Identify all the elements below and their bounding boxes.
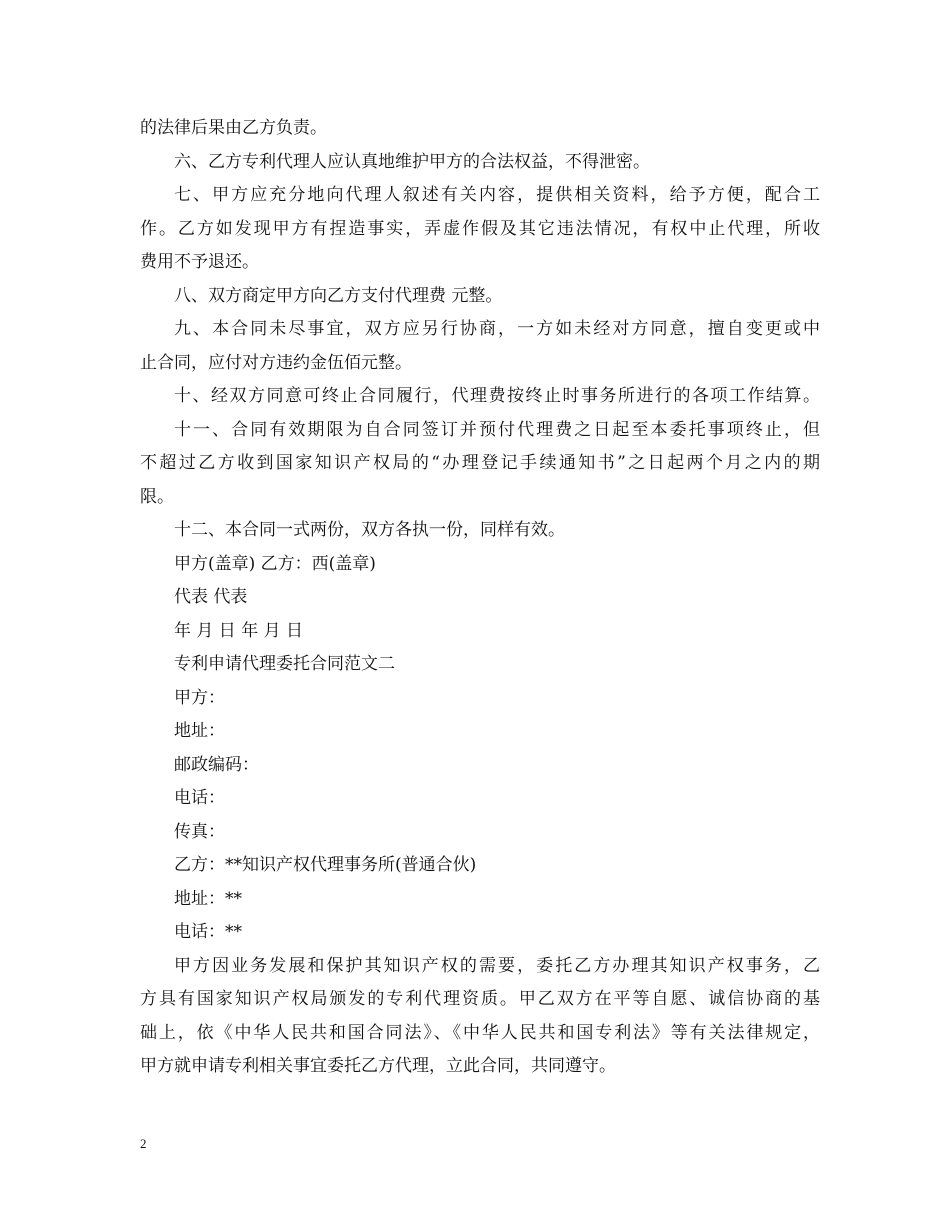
text-line: 电话： xyxy=(174,788,225,808)
text-line: 止合同，应付对方违约金伍佰元整。 xyxy=(140,352,412,373)
text-line: 限。 xyxy=(140,486,174,507)
text-line: 十、经双方同意可终止合同履行，代理费按终止时事务所进行的各项工作结算。 xyxy=(174,386,820,406)
page-number: 2 xyxy=(140,1136,147,1151)
text-line: 邮政编码： xyxy=(174,754,259,775)
text-line: 不超过乙方收到国家知识产权局的“办理登记手续通知书”之日起两个月之内的期 xyxy=(140,453,820,473)
text-line: 的法律后果由乙方负责。 xyxy=(140,118,327,138)
text-line: 地址： xyxy=(174,721,225,741)
text-line: 十一、合同有效期限为自合同签订并预付代理费之日起至本委托事项终止，但 xyxy=(174,419,820,440)
text-line: 方具有国家知识产权局颁发的专利代理资质。甲乙双方在平等自愿、诚信协商的基 xyxy=(140,989,820,1009)
text-line: 专利申请代理委托合同范文二 xyxy=(174,654,395,674)
text-line: 础上，依《中华人民共和国合同法》、《中华人民共和国专利法》等有关法律规定， xyxy=(140,1022,820,1043)
text-line: 年 月 日 年 月 日 xyxy=(174,620,304,641)
text-line: 九、本合同未尽事宜，双方应另行协商，一方如未经对方同意，擅自变更或中 xyxy=(174,319,820,339)
text-line: 八、双方商定甲方向乙方支付代理费 元整。 xyxy=(174,285,503,306)
text-line: 电话：** xyxy=(174,922,242,942)
text-line: 地址：** xyxy=(174,888,242,909)
text-line: 代表 代表 xyxy=(174,587,248,607)
text-line: 费用不予退还。 xyxy=(140,252,259,272)
text-line: 传真： xyxy=(174,821,225,842)
text-line: 作。乙方如发现甲方有捏造事实，弄虚作假及其它违法情况，有权中止代理，所收 xyxy=(140,218,820,239)
text-line: 甲方就申请专利相关事宜委托乙方代理，立此合同，共同遵守。 xyxy=(140,1056,616,1076)
document-body xyxy=(140,112,820,1084)
text-line: 十二、本合同一式两份，双方各执一份，同样有效。 xyxy=(174,520,565,540)
text-line: 六、乙方专利代理人应认真地维护甲方的合法权益，不得泄密。 xyxy=(174,151,650,172)
text-line: 甲方(盖章) 乙方：西(盖章) xyxy=(174,553,376,574)
text-line: 乙方：**知识产权代理事务所(普通合伙) xyxy=(174,855,477,875)
text-line: 甲方： xyxy=(174,687,225,708)
text-line: 七、甲方应充分地向代理人叙述有关内容，提供相关资料，给予方便，配合工 xyxy=(174,185,820,205)
text-line: 甲方因业务发展和保护其知识产权的需要，委托乙方办理其知识产权事务，乙 xyxy=(174,955,820,976)
